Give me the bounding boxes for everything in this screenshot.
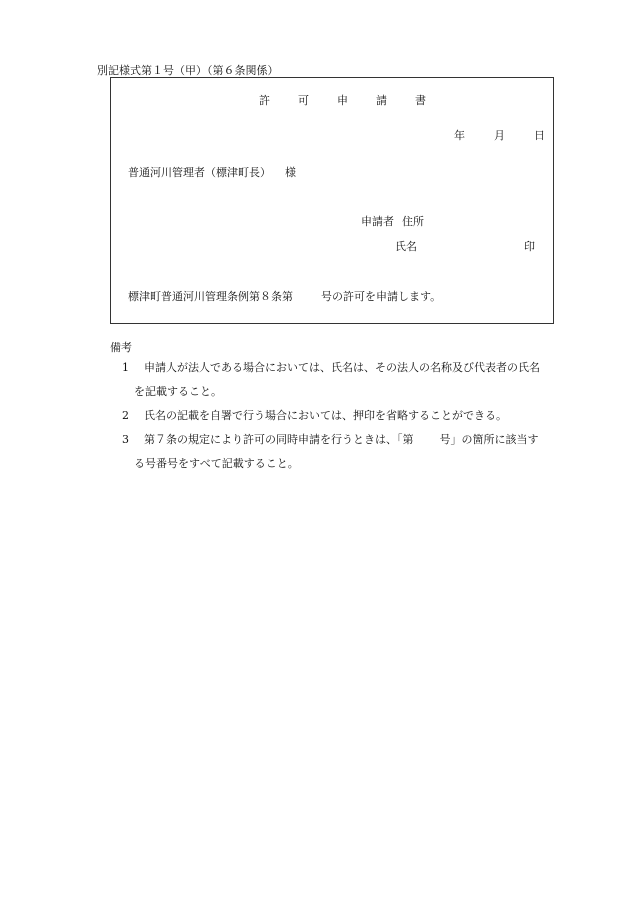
date-day-label: 日 bbox=[534, 129, 545, 142]
address-label: 住所 bbox=[402, 215, 424, 228]
form-title-char: 許 bbox=[259, 94, 270, 107]
form-title-char: 可 bbox=[298, 94, 309, 107]
note-number: 3 bbox=[122, 433, 129, 446]
note-text-continued: る号番号をすべて記載すること。 bbox=[134, 457, 299, 470]
note-item bbox=[122, 404, 572, 428]
form-title-char: 申 bbox=[337, 94, 348, 107]
note-text: 申請人が法人である場合においては、氏名は、その法人の名称及び代表者の氏名 bbox=[144, 361, 540, 374]
note-text: 号」の箇所に該当す bbox=[439, 433, 539, 446]
note-number: 2 bbox=[122, 409, 129, 422]
note-item bbox=[122, 356, 572, 404]
date-month-label: 月 bbox=[494, 129, 505, 142]
request-sentence bbox=[128, 288, 441, 304]
note-item bbox=[122, 428, 572, 476]
addressee-line bbox=[128, 164, 296, 180]
application-form-box bbox=[110, 77, 554, 324]
seal-label: 印 bbox=[524, 240, 535, 253]
applicant-label: 申請者 bbox=[361, 215, 394, 228]
request-prefix: 標津町普通河川管理条例第８条第 bbox=[128, 290, 293, 303]
request-suffix: 号の許可を申請します。 bbox=[321, 290, 442, 303]
form-label: 別記様式第１号（甲）（第６条関係） bbox=[97, 64, 279, 77]
form-title bbox=[259, 92, 426, 108]
note-text: 氏名の記載を自署で行う場合においては、押印を省略することができる。 bbox=[144, 409, 507, 422]
date-year-label: 年 bbox=[454, 129, 465, 142]
note-text-continued: を記載すること。 bbox=[134, 385, 222, 398]
honorific: 様 bbox=[285, 166, 296, 179]
applicant-line bbox=[361, 213, 424, 229]
note-number: 1 bbox=[122, 361, 129, 374]
note-text: 第７条の規定により許可の同時申請を行うときは、「第 bbox=[144, 433, 414, 446]
date-line bbox=[454, 127, 545, 143]
name-label: 氏名 bbox=[395, 240, 417, 253]
notes-heading: 備考 bbox=[110, 341, 132, 354]
addressee-text: 普通河川管理者（標津町長） bbox=[128, 166, 271, 179]
form-title-char: 書 bbox=[415, 94, 426, 107]
form-title-char: 請 bbox=[376, 94, 387, 107]
